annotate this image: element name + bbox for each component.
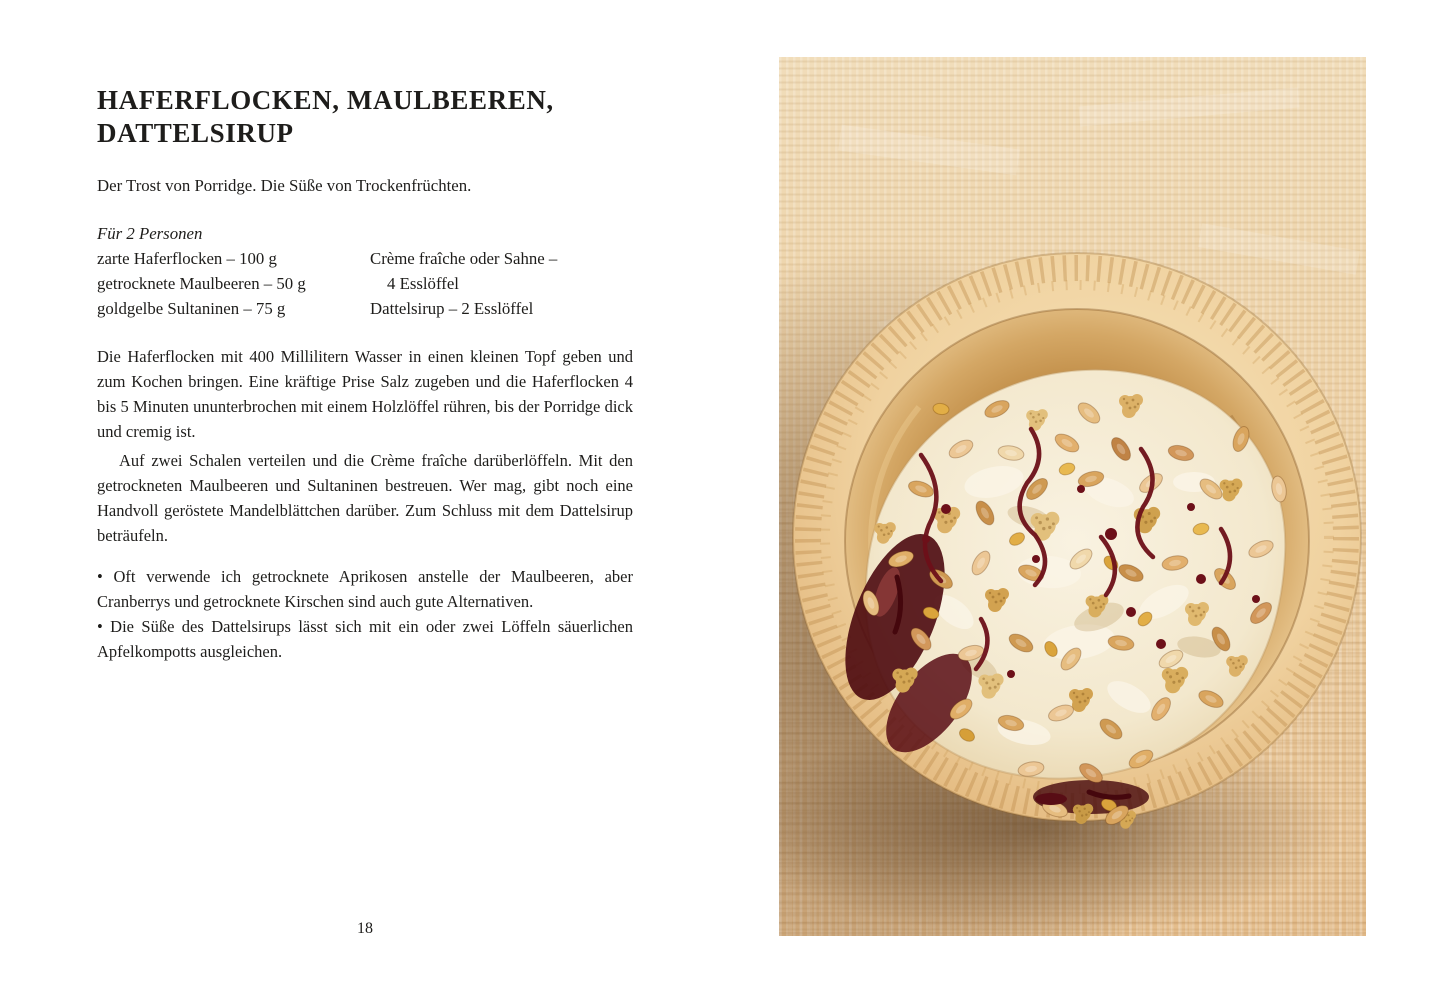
recipe-notes [97, 564, 633, 664]
ingredient-item: Crème fraîche oder Sahne – [370, 249, 558, 268]
note-item: • Oft verwende ich getrocknete Aprikosen anstelle der Maulbeeren, aber Cranberrys und getrocknete Kirschen sind auch gute Alternativen. [97, 567, 633, 611]
ingredient-item-continuation: 4 Esslöffel [387, 274, 459, 293]
recipe-title [97, 84, 633, 150]
ingredient-item: getrocknete Maulbeeren – 50 g [97, 274, 306, 293]
recipe-title-line1: HAFERFLOCKEN, MAULBEEREN, [97, 85, 554, 115]
recipe-title-line2: DATTELSIRUP [97, 118, 294, 148]
servings-line: Für 2 Personen [97, 224, 203, 243]
ingredient-item: goldgelbe Sultaninen – 75 g [97, 299, 286, 318]
recipe-intro: Der Trost von Porridge. Die Süße von Trockenfrüchten. [97, 176, 472, 195]
instruction-paragraph-2: Auf zwei Schalen verteilen und die Crème fraîche darüberlöffeln. Mit den getrockneten Maulbeeren und Sultaninen bestreuen. Wer mag, gibt noch eine Handvoll geröstete Mandelblättchen darüber. Zum Schluss mit dem Dattelsirup beträufeln. [97, 451, 633, 545]
ingredients-list [97, 246, 633, 321]
recipe-photo-illustration [779, 57, 1366, 936]
ingredient-item: zarte Haferflocken – 100 g [97, 249, 277, 268]
instruction-paragraph-1: Die Haferflocken mit 400 Millilitern Wasser in einen kleinen Topf geben und zum Kochen bringen. Eine kräftige Prise Salz zugeben und die Haferflocken 4 bis 5 Minuten ununterbrochen mit einem Holzlöffel rühren, bis der Porridge dick und cremig ist. [97, 347, 633, 441]
recipe-photo [779, 57, 1366, 936]
page-number: 18 [357, 920, 373, 937]
ingredient-item: Dattelsirup – 2 Esslöffel [370, 299, 534, 318]
ingredients-column-1 [97, 246, 370, 321]
ingredients-column-2 [370, 246, 633, 321]
note-item: • Die Süße des Dattelsirups lässt sich mit ein oder zwei Löffeln säuerlichen Apfelkompotts ausgleichen. [97, 617, 633, 661]
